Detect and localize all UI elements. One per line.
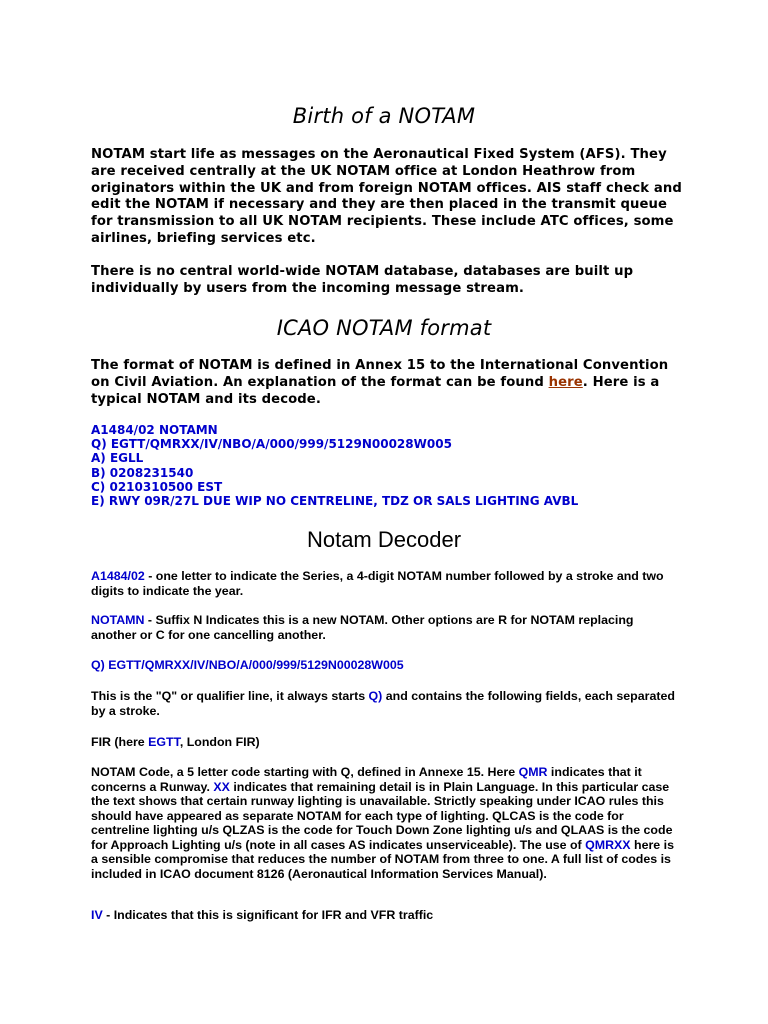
title-birth-of-notam: Birth of a NOTAM [292,104,476,128]
format-intro-paragraph [91,358,691,408]
fir-code: EGTT [148,735,180,749]
qmr-code: QMR [518,765,548,779]
code-text-3: indicates that remaining detail is in Plain Language. In this particular case the text shows that certain runway lighting is unavailable. Strictly speaking under ICAO rules this should have appeared as separate NOTAM for each type of lighting. QLCAS is the code for centreline lighting u/s QLZAS is the code for Touch Down Zone lighting u/s and QLAAS is the code for Approach Lighting u/s (note in all cases AS indicates unserviceable). The use of [91,779,673,852]
birth-paragraph-database: There is no central world-wide NOTAM database, databases are built up individually by users from the incoming message stream. [91,264,634,296]
decoder-notamn-paragraph [91,613,681,642]
notam-line-q: Q) EGTT/QMRXX/IV/NBO/A/000/999/5129N00028W005 [91,437,452,452]
iv-code: IV [91,908,103,922]
notam-line-a: A) EGLL [91,451,144,466]
q-description-tail: and contains the following fields, each separated by a stroke. [91,689,675,718]
qmrxx-code: QMRXX [585,837,631,852]
sample-notam-block [91,423,711,508]
notamn-code: NOTAMN [91,613,145,627]
fir-tail: , London FIR) [179,735,260,749]
code-text-2: indicates that it concerns a Runway. [91,765,642,794]
title-notam-decoder: Notam Decoder [306,527,462,552]
format-intro-tail: . Here is a typical NOTAM and its decode. [91,374,660,407]
code-text-1: NOTAM Code, a 5 letter code starting with Q, defined in Annexe 15. Here [91,765,519,779]
notam-line-series: A1484/02 NOTAMN [91,423,218,437]
q-description-text: This is the "Q" or qualifier line, it always starts [91,689,369,703]
decoder-series-paragraph [91,569,681,598]
notam-line-e: E) RWY 09R/27L DUE WIP NO CENTRELINE, TDZ OR SALS LIGHTING AVBL [91,494,579,509]
notam-line-c: C) 0210310500 EST [91,479,223,494]
title-icao-notam-format: ICAO NOTAM format [276,316,492,340]
decoder-q-description [91,689,681,718]
birth-paragraph-afs: NOTAM start life as messages on the Aeronautical Fixed System (AFS). They are received centrally at the UK NOTAM office at London Heathrow from originators within the UK and from foreign NOTAM offices. AIS staff check and edit the NOTAM if necessary and they are then placed in the transmit queue for transmission to all UK NOTAM recipients. These include ATC offices, some airlines, briefing services etc. [91,147,682,246]
decoder-fir-paragraph [91,735,681,750]
xx-code: XX [213,779,230,794]
format-intro-text: The format of NOTAM is defined in Annex 15 to the International Convention on Civil Aviation. An explanation of the format can be found [91,358,669,390]
iv-description: - Indicates that this is significant for IFR and VFR traffic [102,908,434,922]
series-description: - one letter to indicate the Series, a 4-digit NOTAM number followed by a stroke and two digits to indicate the year. [91,569,664,598]
decoder-notam-code-paragraph [91,765,681,881]
code-text-4: here is a sensible compromise that reduces the number of NOTAM from three to one. A full list of codes is included in ICAO document 8126 (Aeronautical Information Services Manual). [91,837,674,881]
notam-line-b: B) 0208231540 [91,465,194,480]
q-code: Q) [368,689,383,703]
series-code: A1484/02 [91,569,145,583]
fir-text: FIR (here [91,735,149,749]
decoder-iv-paragraph [91,908,681,923]
decoder-q-line: Q) EGTT/QMRXX/IV/NBO/A/000/999/5129N00028W005 [91,658,404,672]
notamn-description: - Suffix N Indicates this is a new NOTAM. Other options are R for NOTAM replacing another or C for one cancelling another. [91,613,634,642]
format-explanation-link[interactable]: here [548,374,583,390]
